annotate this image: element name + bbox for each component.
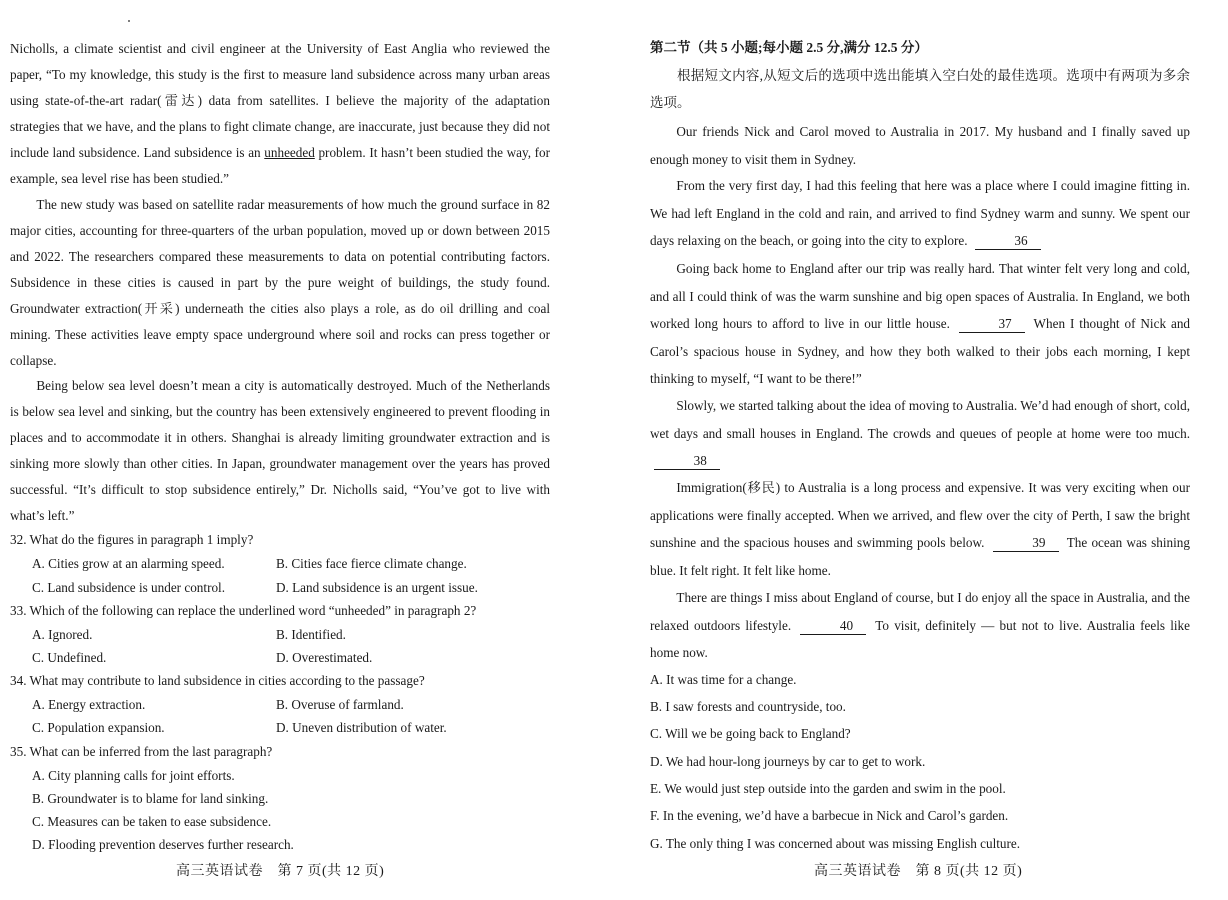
question-35-option-b[interactable]: B. Groundwater is to blame for land sinking. — [32, 791, 269, 806]
underlined-word: unheeded — [264, 145, 315, 160]
cloze-paragraph-3-text-b: When I thought of Nick and Carol’s spacious house in Sydney, and how they both walked to their jobs each morning, I kept thinking to myself, “I want to be there!” — [650, 316, 1191, 386]
passage-paragraph-1-text: Nicholls, a climate scientist and civil engineer at the University of East Anglia who reviewed the paper, “To my knowledge, this study is the first to measure land subsidence across many urban areas using state-of-the-art radar(雷达) data from satellites. I believe the majority of the adaptation strategies that we have, and the plans to fight climate change, are inaccurate, just because they did not include land subsidence. Land subsidence is an — [10, 41, 550, 160]
question-35-stem: 35. What can be inferred from the last paragraph? — [10, 744, 273, 759]
question-34-option-c[interactable]: C. Population expansion. — [32, 720, 165, 735]
blank-38[interactable]: 38 — [654, 453, 720, 470]
choice-c[interactable]: C. Will we be going back to England? — [650, 726, 851, 741]
cloze-paragraph-5-text-a: Immigration(移民) to Australia is a long process and expensive. It was very exciting when our applications were finally accepted. When we arrived, and flew over the city of Perth, I saw the bright sunshine and the spacious houses and swimming pools below. — [650, 480, 1190, 550]
instructions: 根据短文内容,从短文后的选项中选出能填入空白处的最佳选项。选项中有两项为多余选项。 — [650, 68, 1190, 110]
choice-b[interactable]: B. I saw forests and countryside, too. — [650, 699, 846, 714]
choice-f[interactable]: F. In the evening, we’d have a barbecue in Nick and Carol’s garden. — [650, 808, 1009, 823]
cloze-paragraph-4 — [650, 392, 1190, 475]
page-footer-8: 高三英语试卷 第 8 页(共 12 页) — [814, 864, 1023, 879]
blank-37[interactable]: 37 — [959, 316, 1025, 333]
cloze-paragraph-6-text-a: There are things I miss about England of course, but I do enjoy all the space in Australia, and the relaxed outdoors lifestyle. — [650, 590, 1190, 633]
choice-d[interactable]: D. We had hour-long journeys by car to get to work. — [650, 754, 926, 769]
passage-paragraph-1-tail: problem. It hasn’t been studied the way, for example, sea level rise has been studied.” — [10, 145, 551, 186]
section-title: 第二节（共 5 小题;每小题 2.5 分,满分 12.5 分） — [650, 40, 928, 55]
question-32-option-c[interactable]: C. Land subsidence is under control. — [32, 580, 226, 595]
cloze-paragraph-1: Our friends Nick and Carol moved to Australia in 2017. My husband and I finally saved up enough money to visit them in Sydney. — [650, 124, 1190, 167]
question-34-stem: 34. What may contribute to land subsidence in cities according to the passage? — [10, 673, 425, 688]
question-35-option-a[interactable]: A. City planning calls for joint efforts. — [32, 768, 235, 783]
passage-paragraph-2: The new study was based on satellite radar measurements of how much the ground surface in 82 major cities, accounting for three-quarters of the urban population, moved up or down between 2015 and 2022. The researchers compared these measurements to data on potential contributing factors. Subsidence in these cities is caused in part by the pure weight of buildings, the study found. Groundwater extraction(开采) underneath the cities also plays a role, as do oil drilling and coal mining. These activities leave empty space underground where soil and rocks can press together or collapse. — [10, 197, 550, 368]
question-32-option-b[interactable]: B. Cities face fierce climate change. — [276, 556, 467, 571]
right-page — [640, 0, 1200, 900]
passage-paragraph-3: Being below sea level doesn’t mean a city is automatically destroyed. Much of the Netherlands is below sea level and sinking, but the country has been extensively engineered to prevent flooding in places and to accommodate it in others. Shanghai is already limiting groundwater extraction and is sinking more slowly than other cities. In Japan, groundwater management over the years has proved successful. “It’s difficult to stop subsidence entirely,” Dr. Nicholls said, “You’ve got to live with what’s left.” — [10, 378, 550, 523]
cloze-paragraph-4-text: Slowly, we started talking about the idea of moving to Australia. We’d had enough of short, cold, wet days and small houses in England. The crowds and queues of people at home were too much. — [650, 398, 1190, 441]
cloze-paragraph-3 — [650, 255, 1190, 393]
question-32-option-d[interactable]: D. Land subsidence is an urgent issue. — [276, 580, 478, 595]
question-34-option-d[interactable]: D. Uneven distribution of water. — [276, 720, 447, 735]
question-33-option-c[interactable]: C. Undefined. — [32, 650, 107, 665]
question-35-option-c[interactable]: C. Measures can be taken to ease subsidence. — [32, 814, 272, 829]
question-34-option-a[interactable]: A. Energy extraction. — [32, 697, 146, 712]
question-33-stem: 33. Which of the following can replace the underlined word “unheeded” in paragraph 2? — [10, 603, 477, 618]
cloze-paragraph-2 — [650, 172, 1190, 255]
question-33-option-a[interactable]: A. Ignored. — [32, 627, 93, 642]
question-33-option-d[interactable]: D. Overestimated. — [276, 650, 373, 665]
cloze-paragraph-6 — [650, 584, 1190, 667]
blank-39[interactable]: 39 — [993, 535, 1059, 552]
cloze-paragraph-2-text: From the very first day, I had this feeling that here was a place where I could imagine fitting in. We had left England in the cold and rain, and arrived to find Sydney warm and sunny. We spent our days relaxing on the beach, or going into the city to explore. — [650, 178, 1190, 248]
choice-a[interactable]: A. It was time for a change. — [650, 672, 797, 687]
blank-40[interactable]: 40 — [800, 618, 866, 635]
question-32-stem: 32. What do the figures in paragraph 1 imply? — [10, 532, 254, 547]
question-34-option-b[interactable]: B. Overuse of farmland. — [276, 697, 404, 712]
cloze-paragraph-3-text-a: Going back home to England after our trip was really hard. That winter felt very long and cold, and all I could think of was the warm sunshine and big open spaces of Australia. In England, we both worked long hours to afford to live in our little house. — [650, 261, 1190, 331]
cloze-paragraph-5-text-b: The ocean was shining blue. It felt right. It felt like home. — [650, 535, 1190, 578]
question-35-option-d[interactable]: D. Flooding prevention deserves further research. — [32, 837, 294, 852]
scan-speck — [128, 20, 130, 22]
cloze-paragraph-5 — [650, 474, 1190, 584]
choice-g[interactable]: G. The only thing I was concerned about was missing English culture. — [650, 836, 1021, 851]
left-page — [0, 0, 560, 900]
question-32-option-a[interactable]: A. Cities grow at an alarming speed. — [32, 556, 225, 571]
choice-e[interactable]: E. We would just step outside into the garden and swim in the pool. — [650, 781, 1006, 796]
question-33-option-b[interactable]: B. Identified. — [276, 627, 346, 642]
page-footer-7: 高三英语试卷 第 7 页(共 12 页) — [176, 864, 385, 879]
blank-36[interactable]: 36 — [975, 233, 1041, 250]
cloze-paragraph-6-text-b: To visit, definitely — but not to live. Australia feels like home now. — [650, 617, 1191, 660]
passage-paragraph-1 — [10, 36, 550, 192]
